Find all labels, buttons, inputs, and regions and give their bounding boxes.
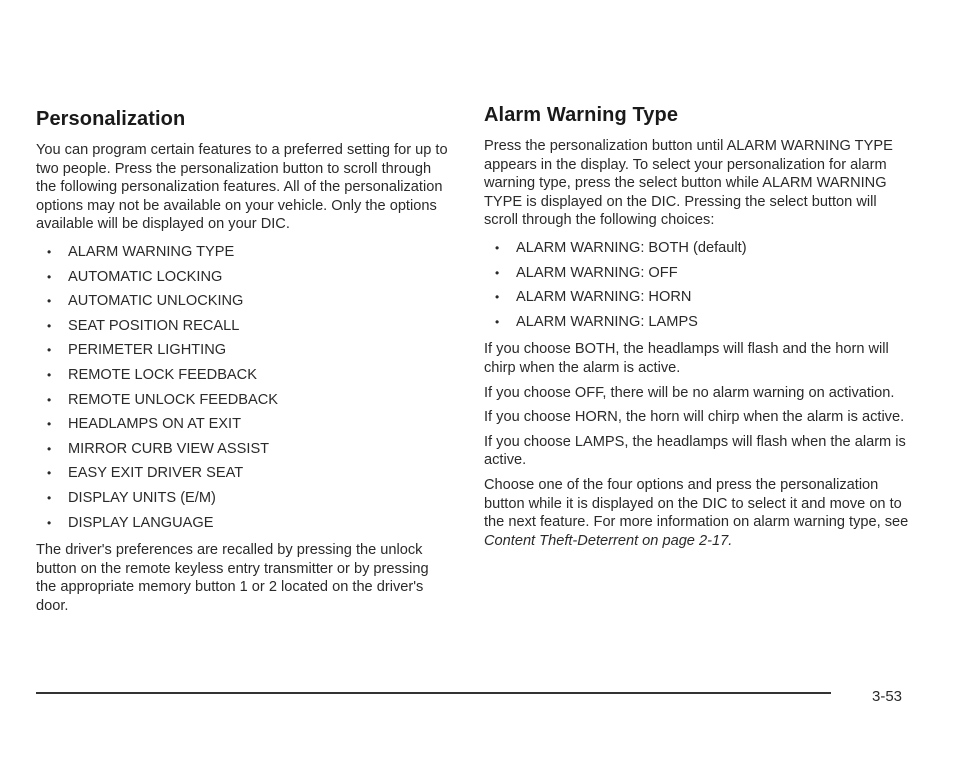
feature-list [36, 240, 451, 535]
bullet-icon: • [47, 490, 52, 505]
list-item: • ALARM WARNING: LAMPS [484, 310, 912, 335]
bullet-icon: • [47, 441, 52, 456]
page-number: 3-53 [872, 688, 903, 705]
list-item: • AUTOMATIC UNLOCKING [36, 289, 451, 314]
list-item: • ALARM WARNING: OFF [484, 261, 912, 286]
bullet-icon: • [47, 515, 52, 530]
bullet-icon: • [47, 466, 52, 481]
alarm-warning-type-section [484, 104, 912, 556]
bullet-icon: • [495, 265, 500, 280]
bullet-icon: • [47, 318, 52, 333]
paragraph-off: If you choose OFF, there will be no alarm warning on activation. [484, 384, 895, 401]
list-item: • AUTOMATIC LOCKING [36, 265, 451, 290]
bullet-icon: • [47, 367, 52, 382]
bullet-icon: • [47, 417, 52, 432]
list-item: • DISPLAY LANGUAGE [36, 511, 451, 536]
footer-rule [36, 692, 831, 694]
paragraph-horn: If you choose HORN, the horn will chirp when the alarm is active. [484, 409, 905, 426]
bullet-icon: • [47, 294, 52, 309]
list-item: • MIRROR CURB VIEW ASSIST [36, 437, 451, 462]
list-item: • ALARM WARNING: BOTH (default) [484, 236, 912, 261]
alarm-intro: Press the personalization button until ALARM WARNING TYPE appears in the display. To select your personalization for alarm warning type, press the select button while ALARM WARNING TYPE is displayed on the DIC. Pressing the select button will scroll through the following choices: [484, 138, 893, 229]
bullet-icon: • [47, 244, 52, 259]
choice-list [484, 236, 912, 334]
list-item: • DISPLAY UNITS (E/M) [36, 486, 451, 511]
cross-reference-link: Content Theft-Deterrent on page 2-17. [484, 532, 733, 549]
personalization-outro: The driver's preferences are recalled by pressing the unlock button on the remote keyless entry transmitter or by pressing the appropriate memory button 1 or 2 located on the driver's door. [36, 542, 429, 614]
bullet-icon: • [47, 343, 52, 358]
list-item: • EASY EXIT DRIVER SEAT [36, 461, 451, 486]
paragraph-lamps: If you choose LAMPS, the headlamps will flash when the alarm is active. [484, 433, 906, 469]
bullet-icon: • [495, 240, 500, 255]
bullet-icon: • [495, 290, 500, 305]
list-item: • HEADLAMPS ON AT EXIT [36, 412, 451, 437]
bullet-icon: • [495, 314, 500, 329]
closing-text: Choose one of the four options and press the personalization button while it is displayed on the DIC to select it and move on to the next feature. For more information on alarm warning type, see [484, 476, 909, 531]
list-item: • REMOTE UNLOCK FEEDBACK [36, 388, 451, 413]
section-title-personalization: Personalization [36, 108, 186, 130]
personalization-intro: You can program certain features to a preferred setting for up to two people. Press the personalization button to scroll through the following personalization features. All of the personalization options may not be available on your vehicle. Only the options available will be displayed on your DIC. [36, 142, 448, 233]
list-item: • SEAT POSITION RECALL [36, 314, 451, 339]
list-item: • PERIMETER LIGHTING [36, 338, 451, 363]
list-item: • ALARM WARNING TYPE [36, 240, 451, 265]
paragraph-closing [484, 476, 912, 550]
personalization-section [36, 104, 451, 621]
bullet-icon: • [47, 392, 52, 407]
list-item: • REMOTE LOCK FEEDBACK [36, 363, 451, 388]
section-title-alarm-warning-type: Alarm Warning Type [484, 104, 679, 126]
list-item: • ALARM WARNING: HORN [484, 285, 912, 310]
bullet-icon: • [47, 269, 52, 284]
paragraph-both: If you choose BOTH, the headlamps will flash and the horn will chirp when the alarm is active. [484, 341, 889, 376]
